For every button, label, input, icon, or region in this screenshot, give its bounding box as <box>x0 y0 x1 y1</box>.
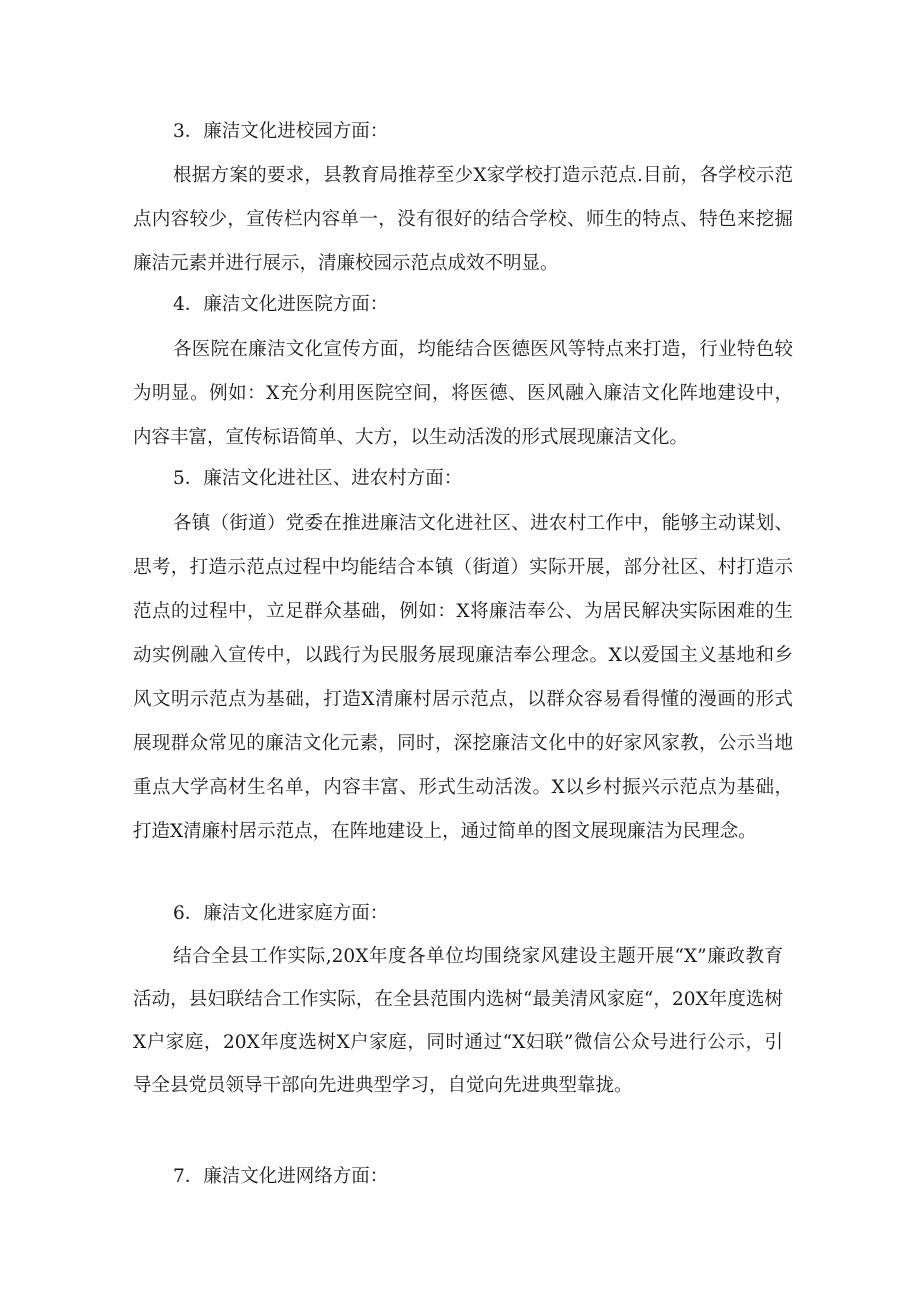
section-7-heading: 7．廉洁文化进网络方面： <box>173 1166 389 1187</box>
section-5-heading: 5．廉洁文化进社区、进农村方面： <box>173 468 463 489</box>
section-3-heading: 3．廉洁文化进校园方面： <box>173 121 389 142</box>
section-5-body: 各镇（街道）党委在推进廉洁文化进社区、进农村工作中，能够主动谋划、思考，打造示范点过程中均能结合本镇（街道）实际开展，部分社区、村打造示范点的过程中，立足群众基础，例如：X将廉洁奉公、为居民解决实际困难的生动实例融入宣传中，以践行为民服务展现廉洁奉公理念。X以爱国主义基地和乡风文明示范点为基础，打造X清廉村居示范点，以群众容易看得懂的漫画的形式展现群众常见的廉洁文化元素，同时，深挖廉洁文化中的好家风家教，公示当地重点大学高材生名单，内容丰富、形式生动活泼。X以乡村振兴示范点为基础，打造X清廉村居示范点，在阵地建设上，通过简单的图文展现廉洁为民理念。 <box>133 513 793 842</box>
section-6-heading: 6．廉洁文化进家庭方面： <box>173 903 389 924</box>
section-3-body: 根据方案的要求，县教育局推荐至少X家学校打造示范点.目前，各学校示范点内容较少，宣传栏内容单一，没有很好的结合学校、师生的特点、特色来挖掘廉洁元素并进行展示，清廉校园示范点成效不明显。 <box>133 165 793 274</box>
section-4-body: 各医院在廉洁文化宣传方面，均能结合医德医风等特点来打造，行业特色较为明显。例如：X充分利用医院空间，将医德、医风融入廉洁文化阵地建设中，内容丰富，宣传标语简单、大方，以生动活泼的形式展现廉洁文化。 <box>133 339 793 448</box>
section-6-body: 结合全县工作实际,20X年度各单位均围绕家风建设主题开展“X”廉政教育活动，县妇联结合工作实际，在全县范围内选树“最美清风家庭“，20X年度选树X户家庭，20X年度选树X户家庭，同时通过“X妇联”微信公众号进行公示，引导全县党员领导干部向先进典型学习，自觉向先进典型靠拢。 <box>133 946 783 1096</box>
section-4-heading: 4．廉洁文化进医院方面： <box>173 294 389 315</box>
